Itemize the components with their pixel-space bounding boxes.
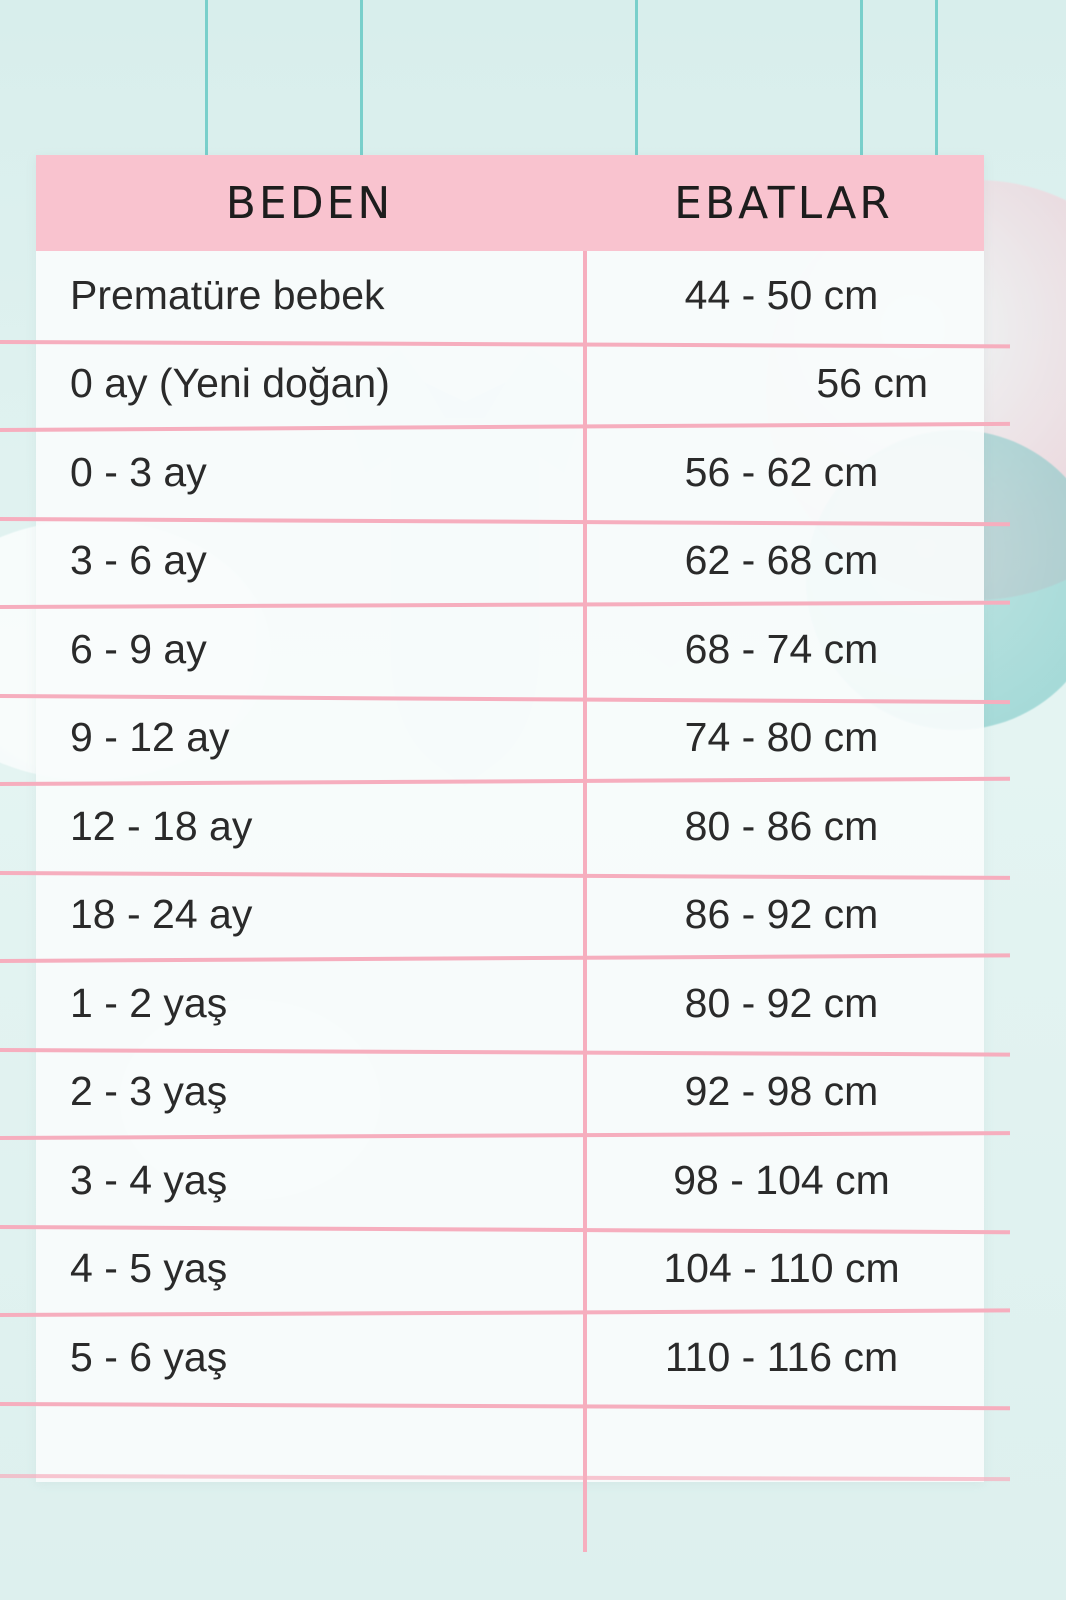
table-row	[36, 428, 984, 517]
cell-measure: 104 - 110 cm	[663, 1245, 900, 1292]
table-row	[36, 694, 984, 783]
header-cell-size: BEDEN	[225, 177, 394, 229]
cell-measure: 62 - 68 cm	[684, 537, 879, 584]
cell-size: 3 - 6 ay	[70, 537, 207, 584]
cell-size: 0 - 3 ay	[70, 448, 207, 495]
table-row	[36, 340, 984, 429]
cell-size: 5 - 6 yaş	[70, 1333, 228, 1380]
cell-measure: 110 - 116 cm	[664, 1333, 899, 1380]
table-body	[36, 251, 984, 1402]
cell-measure: 86 - 92 cm	[684, 891, 879, 938]
table-header-row	[36, 155, 984, 251]
table-row	[36, 871, 984, 960]
table-row	[36, 1225, 984, 1314]
cell-size: 18 - 24 ay	[70, 891, 253, 938]
cell-measure: 80 - 92 cm	[684, 979, 879, 1026]
hanging-string	[860, 0, 863, 160]
cell-size: 6 - 9 ay	[70, 625, 207, 672]
cell-size: 2 - 3 yaş	[70, 1068, 228, 1115]
table-row	[36, 1136, 984, 1225]
table-row	[36, 959, 984, 1048]
cell-size: 1 - 2 yaş	[70, 979, 228, 1026]
table-row	[36, 782, 984, 871]
table-row	[36, 517, 984, 606]
cell-measure: 74 - 80 cm	[684, 714, 879, 761]
table-row	[36, 1048, 984, 1137]
size-chart-card	[36, 155, 984, 1482]
cell-size: 12 - 18 ay	[70, 802, 253, 849]
cell-measure: 92 - 98 cm	[684, 1068, 879, 1115]
cell-size: Prematüre bebek	[70, 271, 385, 318]
cell-measure: 98 - 104 cm	[673, 1156, 890, 1203]
cell-size: 4 - 5 yaş	[70, 1245, 228, 1292]
table-row	[36, 1313, 984, 1402]
card-footer-space	[36, 1402, 984, 1482]
cell-measure: 68 - 74 cm	[684, 625, 879, 672]
cell-measure: 56 cm	[816, 360, 928, 407]
cell-size: 9 - 12 ay	[70, 714, 230, 761]
cell-size: 0 ay (Yeni doğan)	[70, 360, 390, 407]
table-row	[36, 251, 984, 340]
cell-size: 3 - 4 yaş	[70, 1156, 228, 1203]
header-cell-measure: EBATLAR	[674, 177, 893, 229]
table-row	[36, 605, 984, 694]
cell-measure: 44 - 50 cm	[684, 271, 879, 318]
hanging-string	[360, 0, 363, 160]
cell-measure: 56 - 62 cm	[684, 448, 879, 495]
cell-measure: 80 - 86 cm	[684, 802, 879, 849]
